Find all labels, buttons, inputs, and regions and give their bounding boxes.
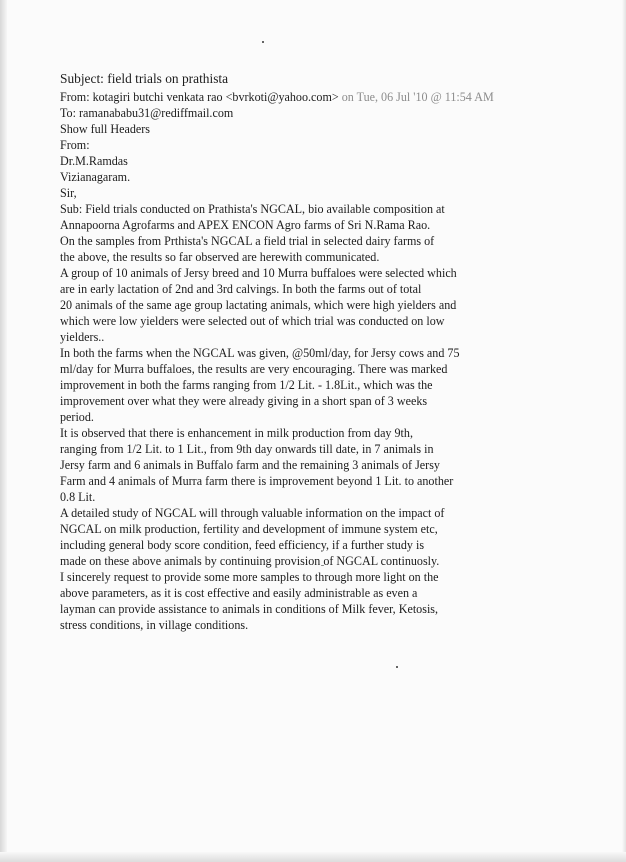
letter-line: the above, the results so far observed are herewith communicated. [60,250,380,264]
letter-line: yielders.. [60,330,105,344]
letter-line: In both the farms when the NGCAL was given, @50ml/day, for Jersy cows and 75 [60,346,460,360]
letter-line: NGCAL on milk production, fertility and development of immune system etc, [60,522,438,536]
email-printout [60,70,580,633]
scan-speck [262,41,264,43]
email-from-sender: From: kotagiri butchi venkata rao <bvrkoti@yahoo.com> [60,90,339,104]
scan-shadow-right [622,0,626,862]
letter-line: which were low yielders were selected out of which trial was conducted on low [60,314,445,328]
letter-line: A detailed study of NGCAL will through valuable information on the impact of [60,506,445,520]
email-from-date: on Tue, 06 Jul '10 @ 11:54 AM [338,90,494,104]
scan-shadow-left [0,0,7,862]
letter-line: including general body score condition, feed efficiency, if a further study is [60,538,425,552]
letter-line: Vizianagaram. [60,170,131,184]
letter-line: improvement over what they were already giving in a short span of 3 weeks [60,394,428,408]
letter-line: stress conditions, in village conditions. [60,618,249,632]
email-to: To: ramanababu31@rediffmail.com [60,106,234,120]
letter-line: Sub: Field trials conducted on Prathista's NGCAL, bio available composition at [60,202,445,216]
letter-line: made on these above animals by continuing provision of NGCAL continuosly. [60,554,440,568]
letter-line: 20 animals of the same age group lactating animals, which were high yielders and [60,298,457,312]
letter-line: improvement in both the farms ranging from 1/2 Lit. - 1.8Lit., which was the [60,378,433,392]
letter-line: are in early lactation of 2nd and 3rd calvings. In both the farms out of total [60,282,422,296]
email-subject: Subject: field trials on prathista [60,71,229,86]
letter-line: From: [60,138,90,152]
letter-line: ranging from 1/2 Lit. to 1 Lit., from 9th day onwards till date, in 7 animals in [60,442,434,456]
show-full-headers-link[interactable]: Show full Headers [60,122,151,136]
letter-line: above parameters, as it is cost effective and easily administrable as even a [60,586,418,600]
letter-line: Dr.M.Ramdas [60,154,128,168]
letter-line: Farm and 4 animals of Murra farm there is improvement beyond 1 Lit. to another [60,474,454,488]
letter-line: Annapoorna Agrofarms and APEX ENCON Agro farms of Sri N.Rama Rao. [60,218,431,232]
letter-line: period. [60,410,94,424]
letter-line: Jersy farm and 6 animals in Buffalo farm and the remaining 3 animals of Jersy [60,458,440,472]
letter-line: layman can provide assistance to animals in conditions of Milk fever, Ketosis, [60,602,439,616]
scan-speck [396,666,398,668]
scan-shadow-bottom [0,852,626,862]
letter-line: ml/day for Murra buffaloes, the results are very encouraging. There was marked [60,362,448,376]
letter-line: 0.8 Lit. [60,490,96,504]
letter-line: A group of 10 animals of Jersy breed and 10 Murra buffaloes were selected which [60,266,457,280]
letter-line: I sincerely request to provide some more samples to through more light on the [60,570,439,584]
letter-line: On the samples from Prthista's NGCAL a field trial in selected dairy farms of [60,234,435,248]
letter-line: It is observed that there is enhancement in milk production from day 9th, [60,426,413,440]
email-from [60,89,580,105]
letter-line: Sir, [60,186,77,200]
